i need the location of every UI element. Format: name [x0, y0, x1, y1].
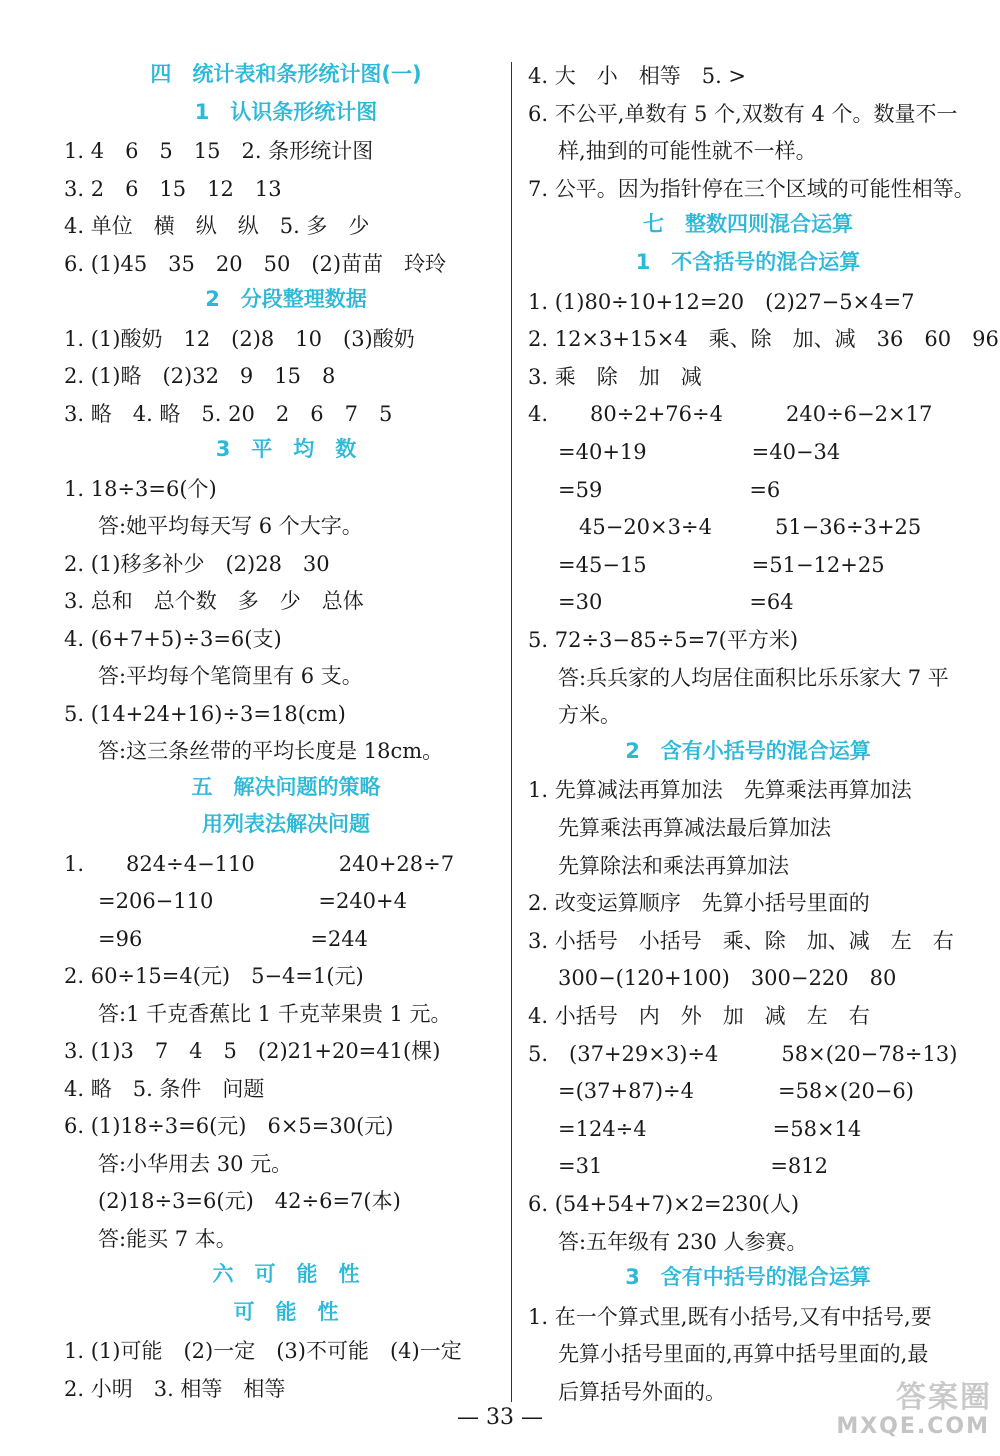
answer-line: 45−20×3÷4 51−36÷3+25 — [558, 515, 922, 540]
answer-line: 3. 小括号 小括号 乘、除 加、减 左 右 — [528, 928, 954, 953]
answer-line: 6. 不公平,单数有 5 个,双数有 4 个。数量不一 — [528, 101, 958, 126]
answer-line: 6. (1)18÷3=6(元) 6×5=30(元) — [64, 1114, 394, 1138]
answer-line: 答:平均每个笔筒里有 6 支。 — [98, 664, 363, 688]
answer-line: =30 =64 — [558, 590, 794, 615]
answer-line: 答:这三条丝带的平均长度是 18cm。 — [98, 739, 444, 763]
answer-line: =59 =6 — [558, 477, 781, 502]
answer-line: 300−(120+100) 300−220 80 — [558, 966, 897, 991]
answer-line: 1. (1)可能 (2)一定 (3)不可能 (4)一定 — [64, 1339, 462, 1363]
section-heading: 六 可 能 性 — [212, 1262, 360, 1286]
answer-line: 3. (1)3 7 4 5 (2)21+20=41(棵) — [64, 1039, 441, 1063]
answer-line: 样,抽到的可能性就不一样。 — [558, 139, 817, 164]
watermark-url: MXQE.COM — [836, 1414, 990, 1439]
answer-line: 1. 4 6 5 15 2. 条形统计图 — [64, 139, 374, 163]
watermark-text: 答案圈 — [896, 1380, 992, 1415]
answer-line: 5. (14+24+16)÷3=18(cm) — [64, 701, 346, 726]
section-heading: 1 不含括号的混合运算 — [635, 250, 861, 274]
answer-line: 1. 在一个算式里,既有小括号,又有中括号,要 — [528, 1304, 932, 1329]
answer-line: 2. (1)移多补少 (2)28 30 — [64, 551, 330, 576]
answer-line: 1. (1)80÷10+12=20 (2)27−5×4=7 — [528, 289, 915, 314]
section-heading: 3 平 均 数 — [215, 437, 357, 461]
answer-line: 2. 12×3+15×4 乘、除 加、减 36 60 96 — [528, 327, 999, 352]
answer-line: 4. 小括号 内 外 加 减 左 右 — [528, 1004, 870, 1028]
answer-line: =206−110 =240+4 — [98, 889, 407, 913]
answer-line: 答:小华用去 30 元。 — [98, 1151, 293, 1176]
answer-line: =96 =244 — [98, 926, 368, 951]
answer-line: 2. (1)略 (2)32 9 15 8 — [64, 364, 336, 388]
answer-line: 答:五年级有 230 人参赛。 — [558, 1229, 808, 1254]
section-heading: 2 含有小括号的混合运算 — [625, 738, 871, 763]
answer-line: 2. 60÷15=4(元) 5−4=1(元) — [64, 964, 364, 988]
answer-line: 答:兵兵家的人均居住面积比乐乐家大 7 平 — [558, 665, 949, 690]
answer-line: 7. 公平。因为指针停在三个区域的可能性相等。 — [528, 176, 975, 201]
answer-line: 1. (1)酸奶 12 (2)8 10 (3)酸奶 — [64, 326, 415, 351]
section-heading: 四 统计表和条形统计图(一) — [150, 62, 422, 86]
section-heading: 2 分段整理数据 — [205, 287, 367, 311]
answer-line: 4. 略 5. 条件 问题 — [64, 1076, 265, 1101]
answer-line: =31 =812 — [558, 1154, 828, 1179]
answer-line: 5. (37+29×3)÷4 58×(20−78÷13) — [528, 1041, 958, 1066]
section-heading: 七 整数四则混合运算 — [643, 212, 853, 237]
answer-line: 4. 80÷2+76÷4 240÷6−2×17 — [528, 402, 933, 427]
answer-line: 方米。 — [558, 703, 621, 728]
answer-line: =40+19 =40−34 — [558, 440, 841, 464]
answer-line: 1. 18÷3=6(个) — [64, 476, 217, 501]
answer-line: 先算乘法再算减法最后算加法 — [558, 816, 831, 840]
answer-line: 4. (6+7+5)÷3=6(支) — [64, 626, 282, 651]
answer-line: 3. 总和 总个数 多 少 总体 — [64, 589, 364, 613]
section-heading: 用列表法解决问题 — [202, 812, 370, 836]
answer-line: 6. (54+54+7)×2=230(人) — [528, 1192, 800, 1216]
answer-line: 3. 乘 除 加 减 — [528, 364, 702, 389]
column-divider — [511, 62, 512, 1402]
answer-line: 3. 2 6 15 12 13 — [64, 176, 282, 201]
answer-line: 先算除法和乘法再算加法 — [558, 853, 789, 878]
answer-line: 3. 略 4. 略 5. 20 2 6 7 5 — [64, 401, 393, 426]
answer-line: =(37+87)÷4 =58×(20−6) — [558, 1079, 914, 1104]
answer-line: =45−15 =51−12+25 — [558, 552, 885, 577]
answer-line: 后算括号外面的。 — [558, 1380, 726, 1404]
answer-line: 答:能买 7 本。 — [98, 1226, 237, 1251]
watermark-logo — [836, 1372, 992, 1452]
section-heading: 1 认识条形统计图 — [194, 99, 378, 124]
page-number: — 33 — — [457, 1405, 543, 1430]
answer-line: 4. 单位 横 纵 纵 5. 多 少 — [64, 214, 370, 238]
answer-line: 4. 大 小 相等 5. > — [528, 64, 747, 88]
answer-line: (2)18÷3=6(元) 42÷6=7(本) — [98, 1189, 401, 1213]
answer-line: 答:她平均每天写 6 个大字。 — [98, 514, 363, 538]
section-heading: 可 能 性 — [233, 1299, 339, 1324]
answer-line: 2. 改变运算顺序 先算小括号里面的 — [528, 891, 870, 916]
answer-line: 1. 824÷4−110 240+28÷7 — [64, 851, 455, 876]
section-heading: 五 解决问题的策略 — [191, 774, 381, 799]
section-heading: 3 含有中括号的混合运算 — [625, 1265, 871, 1290]
answer-line: 5. 72÷3−85÷5=7(平方米) — [528, 628, 799, 652]
answer-line: 6. (1)45 35 20 50 (2)苗苗 玲玲 — [64, 251, 447, 276]
answer-line: 1. 先算减法再算加法 先算乘法再算加法 — [528, 778, 912, 803]
answer-line: =124÷4 =58×14 — [558, 1116, 862, 1141]
answer-line: 2. 小明 3. 相等 相等 — [64, 1376, 286, 1401]
answer-line: 先算小括号里面的,再算中括号里面的,最 — [558, 1342, 929, 1367]
answer-line: 答:1 千克香蕉比 1 千克苹果贵 1 元。 — [98, 1001, 452, 1026]
